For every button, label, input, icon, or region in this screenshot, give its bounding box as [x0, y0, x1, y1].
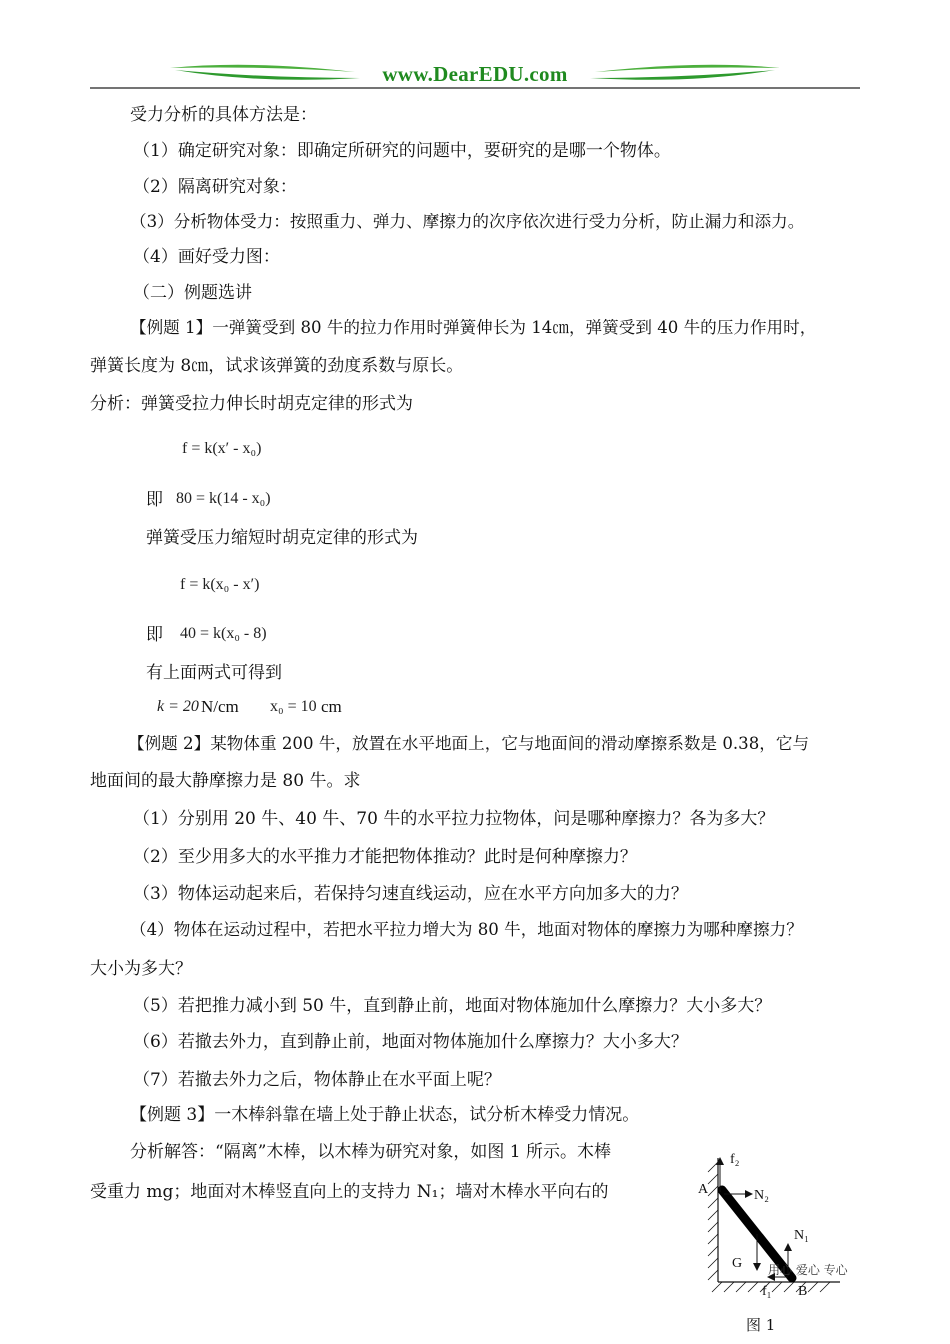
analysis-text: 有上面两式可得到	[146, 663, 282, 683]
result-x0: x₀ = 10	[270, 698, 317, 715]
text-line: （4）画好受力图：	[133, 247, 280, 267]
example-2-text: 【例题 2】某物体重 200 牛，放置在水平地面上，它与地面间的滑动摩擦系数是 0.38，它与	[128, 734, 810, 753]
label-G: G	[732, 1256, 743, 1271]
label-N2: N₂	[754, 1188, 769, 1203]
example-1-text: 【例题 1】一弹簧受到 80 牛的拉力作用时弹簧伸长为 14㎝，弹簧受到 40 牛的压力作用时，	[130, 318, 817, 337]
analysis-text: 弹簧受压力缩短时胡克定律的形式为	[146, 528, 418, 548]
brand-logo-text: www.DearEDU.com	[382, 62, 568, 86]
example-3-analysis: 受重力 mg；地面对木棒竖直向上的支持力 N₁；墙对木棒水平向右的	[90, 1182, 609, 1202]
question-line: （2）至少用多大的水平推力才能把物体推动？此时是何种摩擦力？	[133, 847, 637, 867]
rod-force-diagram	[690, 1148, 870, 1338]
question-line: （3）物体运动起来后，若保持匀速直线运动，应在水平方向加多大的力？	[133, 884, 688, 904]
example-1-text: 弹簧长度为 8㎝，试求该弹簧的劲度系数与原长。	[90, 356, 464, 376]
equation-2-prefix: 即	[146, 490, 163, 510]
question-line: （4）物体在运动过程中，若把水平拉力增大为 80 牛，地面对物体的摩擦力为哪种摩擦力？	[130, 920, 803, 939]
equation-3: f = k(x₀ - x′)	[180, 576, 260, 593]
label-f2: f₂	[730, 1152, 740, 1167]
figure-1	[690, 1148, 870, 1338]
figure-caption: 图 1	[746, 1316, 776, 1334]
question-line: （6）若撤去外力，直到静止前，地面对物体施加什么摩擦力？大小多大？	[133, 1032, 688, 1052]
question-line: 大小为多大？	[90, 959, 192, 979]
section-heading: （二）例题选讲	[133, 283, 252, 303]
question-line: （5）若把推力减小到 50 牛，直到静止前，地面对物体施加什么摩擦力？大小多大？	[133, 996, 772, 1016]
result-x0-unit: cm	[321, 697, 342, 716]
text-line: 受力分析的具体方法是：	[130, 105, 317, 125]
question-line: （1）分别用 20 牛、40 牛、70 牛的水平拉力拉物体，问是哪种摩擦力？各为多大？	[133, 809, 775, 829]
watermark-text: 用心 爱心 专心	[768, 1263, 848, 1277]
equation-2: 80 = k(14 - x₀)	[176, 490, 271, 507]
question-line: （7）若撤去外力之后，物体静止在水平面上呢？	[133, 1070, 501, 1090]
page-header	[90, 58, 860, 92]
result-k-unit: N/cm	[201, 697, 239, 716]
label-N1: N₁	[794, 1228, 809, 1243]
text-line: （3）分析物体受力：按照重力、弹力、摩擦力的次序依次进行受力分析，防止漏力和添力。	[130, 212, 805, 231]
label-f1: f₁	[762, 1284, 772, 1299]
text-line: （1）确定研究对象：即确定所研究的问题中，要研究的是哪一个物体。	[133, 141, 671, 161]
text-line: （2）隔离研究对象：	[133, 177, 297, 197]
analysis-text: 分析：弹簧受拉力伸长时胡克定律的形式为	[90, 394, 413, 414]
equation-4: 40 = k(x₀ - 8)	[180, 625, 267, 642]
label-A: A	[698, 1182, 709, 1197]
example-3-text: 【例题 3】一木棒斜靠在墙上处于静止状态，试分析木棒受力情况。	[130, 1105, 640, 1125]
example-3-analysis: 分析解答：“隔离”木棒，以木棒为研究对象，如图 1 所示。木棒	[130, 1142, 612, 1162]
label-B: B	[798, 1284, 808, 1299]
result-k: k = 20	[157, 698, 199, 715]
equation-1: f = k(x′ - x₀)	[182, 440, 262, 457]
example-2-text: 地面间的最大静摩擦力是 80 牛。求	[90, 771, 361, 791]
equation-4-prefix: 即	[146, 625, 163, 645]
